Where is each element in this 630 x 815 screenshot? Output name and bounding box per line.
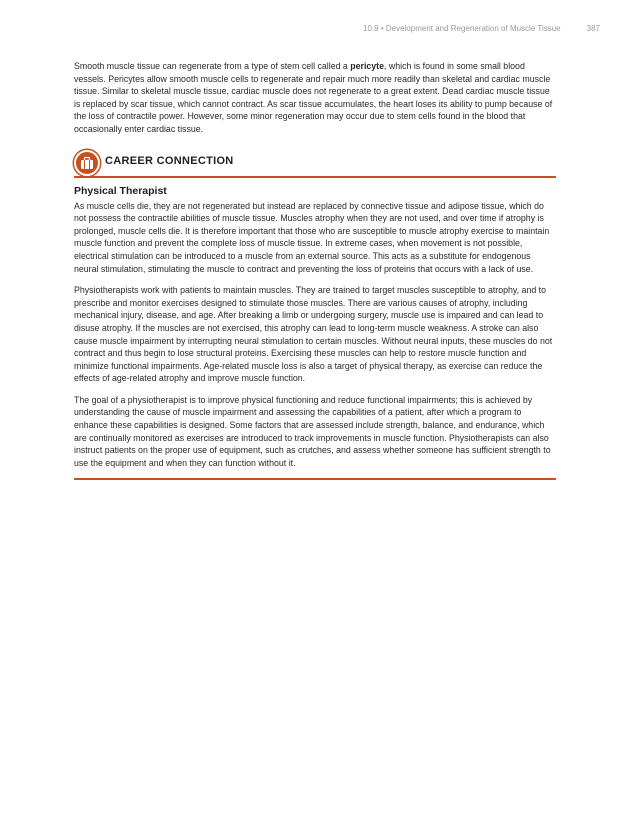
key-term: pericyte [350, 61, 385, 71]
intro-paragraph [74, 60, 556, 136]
callout-paragraph-1: As muscle cells die, they are not regenerated but instead are replaced by connective tissue and adipose tissue, which do not possess the contractile abilities of muscle tissue. Muscles atrophy when they are not used, and over time if atrophy is prolonged, muscle cells die. It is therefore important that those who are susceptible to muscle atrophy exercise to maintain muscle function and prevent the complete loss of muscle tissue. In extreme cases, when movement is not possible, electrical stimulation can be introduced to a muscle from an external source. This acts as a substitute for endogenous neural stimulation, stimulating the muscle to contract and preventing the loss of proteins that occurs with a lack of use. [74, 200, 550, 274]
intro-text-before: Smooth muscle tissue can regenerate from a type of stem cell called a [74, 61, 351, 71]
callout-subtitle: Physical Therapist [74, 184, 167, 197]
callout-paragraph-2: Physiotherapists work with patients to maintain muscles. They are trained to target muscles susceptible to atrophy, and to prescribe and monitor exercises designed to stimulate those muscles. There are various causes of atrophy, including mechanical injury, disease, and age. After breaking a limb or undergoing surgery, muscle use is impaired and can lead to disuse atrophy. If the muscles are not exercised, this atrophy can lead to long-term muscle weakness. A stroke can also cause muscle impairment by interrupting neural stimulation to certain muscles. Without neural inputs, these muscles do not contract and thus begin to lose structural proteins. Exercising these muscles can help to restore muscle function and minimize functional impairments. Age-related muscle loss is also a target of physical therapy, as exercise can reduce the effects of age-related atrophy and improve muscle function. [74, 285, 553, 384]
running-head-section: 10.9 • Development and Regeneration of Muscle Tissue [363, 24, 561, 33]
callout-title: CAREER CONNECTION [105, 154, 234, 167]
page-number: 387 [586, 24, 600, 33]
running-head [363, 24, 600, 33]
callout-top-rule [74, 176, 556, 178]
callout-paragraph-3: The goal of a physiotherapist is to improve physical functioning and reduce functional impairments; this is achieved by understanding the cause of muscle impairment and assessing the capabilities of a patient, after which a program to enhance these capabilities is designed. Some factors that are assessed include strength, balance, and endurance, which are continually monitored as exercises are introduced to track improvements in muscle function. Physiotherapists can also instruct patients on the proper use of equipment, such as crutches, and assess whether someone has sufficient strength to use the equipment and when they can function without it. [74, 394, 551, 468]
career-connection-callout [74, 150, 556, 481]
callout-bottom-rule [74, 478, 556, 480]
briefcase-icon [74, 150, 100, 176]
callout-header [74, 150, 556, 176]
intro-text-after: , which is found in some small blood vessels. Pericytes allow smooth muscle cells to regenerate and repair much more readily than skeletal and cardiac muscle tissue. Similar to skeletal muscle tissue, cardiac muscle does not regenerate to a great extent. Dead cardiac muscle tissue is replaced by scar tissue, which cannot contract. As scar tissue accumulates, the heart loses its ability to pump because of the loss of contractile power. However, some minor regeneration may occur due to stem cells found in the blood that occasionally enter cardiac tissue. [74, 61, 553, 134]
main-content [74, 60, 556, 480]
